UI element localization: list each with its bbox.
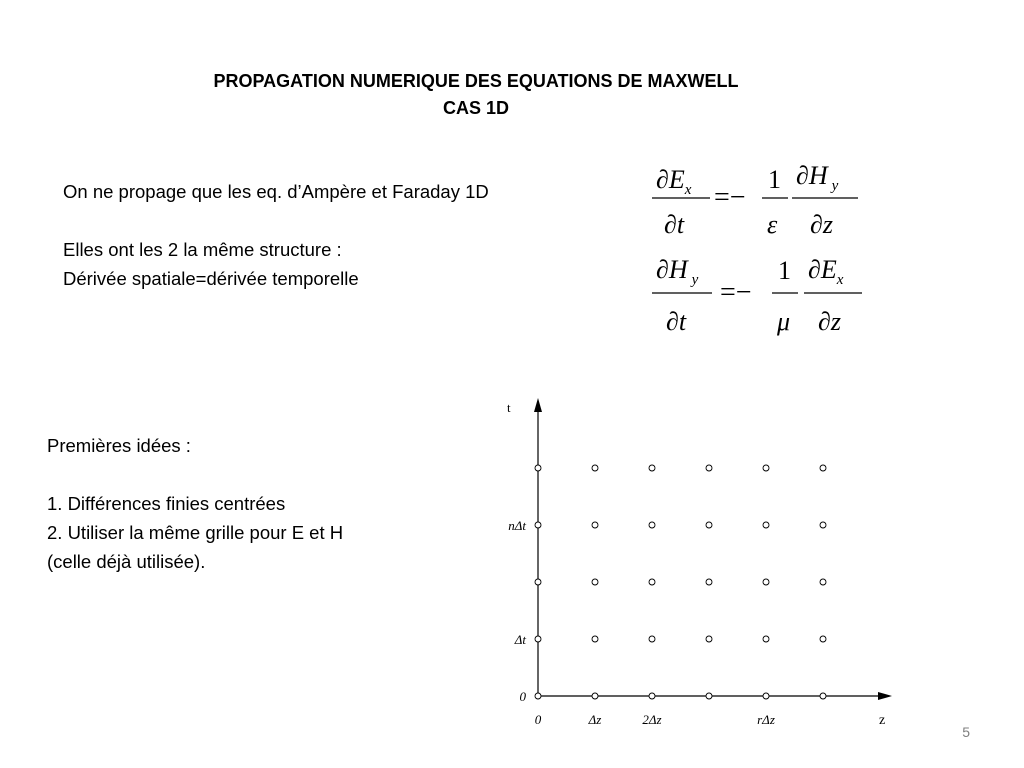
page-number: 5	[962, 724, 970, 740]
space-time-grid	[490, 392, 910, 737]
z-tick-label: Δz	[588, 712, 602, 727]
eq1-rhs-den: ∂z	[810, 210, 833, 239]
intro-text	[63, 177, 489, 293]
grid-node	[763, 465, 769, 471]
grid-node	[706, 693, 712, 699]
equations-svg	[640, 148, 880, 348]
eq2-coef-den: μ	[777, 307, 791, 336]
intro-line-3: Dérivée spatiale=dérivée temporelle	[63, 268, 359, 289]
t-axis-arrow	[534, 398, 542, 412]
grid-node	[706, 636, 712, 642]
eq1-lhs-num: $\partial E_x$	[656, 165, 692, 198]
ideas-item-3: (celle déjà utilisée).	[47, 551, 206, 572]
intro-line-1: On ne propage que les eq. d’Ampère et Faraday 1D	[63, 181, 489, 202]
grid-node	[649, 693, 655, 699]
eq2-rhs-num: $\partial E_x$	[808, 255, 844, 288]
z-tick-label: 0	[534, 712, 542, 727]
eq1-op: =−	[714, 182, 746, 213]
grid-node	[649, 636, 655, 642]
grid-node	[820, 636, 826, 642]
grid-node	[535, 636, 541, 642]
grid-node	[592, 693, 598, 699]
z-tick-label: 2Δz	[642, 712, 662, 727]
grid-node	[763, 579, 769, 585]
eq1-rhs-num: ∂H $_y$	[796, 161, 839, 194]
grid-node	[649, 522, 655, 528]
grid-node	[706, 465, 712, 471]
ideas-heading: Premières idées :	[47, 435, 191, 456]
ideas-text	[47, 431, 343, 576]
t-tick-label: 0	[519, 689, 526, 704]
grid-node	[706, 522, 712, 528]
equation-ampere	[652, 161, 858, 239]
z-axis-arrow	[878, 692, 892, 700]
t-tick-label: nΔt	[508, 518, 526, 533]
grid-points	[535, 465, 826, 699]
grid-node	[763, 693, 769, 699]
grid-node	[649, 579, 655, 585]
grid-node	[592, 579, 598, 585]
slide-title	[0, 68, 952, 122]
intro-line-2: Elles ont les 2 la même structure :	[63, 239, 342, 260]
grid-node	[706, 579, 712, 585]
grid-node	[763, 636, 769, 642]
ideas-item-1: 1. Différences finies centrées	[47, 493, 286, 514]
grid-svg	[490, 392, 910, 737]
grid-node	[535, 693, 541, 699]
grid-node	[820, 693, 826, 699]
grid-node	[820, 522, 826, 528]
eq1-coef-den: ε	[767, 210, 778, 239]
grid-node	[820, 465, 826, 471]
maxwell-equations	[640, 148, 880, 348]
equation-faraday	[652, 255, 862, 336]
grid-node	[592, 465, 598, 471]
eq2-lhs-den: ∂t	[666, 307, 687, 336]
title-line-2: CAS 1D	[442, 98, 509, 118]
eq1-lhs-den: ∂t	[664, 210, 685, 239]
grid-node	[763, 522, 769, 528]
eq1-coef-num: 1	[768, 165, 781, 194]
grid-node	[535, 465, 541, 471]
z-tick-label: rΔz	[757, 712, 775, 727]
grid-node	[592, 522, 598, 528]
z-axis-label: z	[879, 713, 886, 728]
t-axis-label: t	[507, 400, 511, 415]
eq2-rhs-den: ∂z	[818, 307, 841, 336]
eq2-op: =−	[720, 277, 752, 308]
eq2-lhs-num: ∂H $_y$	[656, 255, 699, 288]
ideas-item-2: 2. Utiliser la même grille pour E et H	[47, 522, 344, 543]
eq2-coef-num: 1	[778, 256, 791, 285]
grid-node	[820, 579, 826, 585]
t-tick-label: Δt	[514, 632, 526, 647]
grid-node	[592, 636, 598, 642]
grid-node	[649, 465, 655, 471]
title-line-1: PROPAGATION NUMERIQUE DES EQUATIONS DE MAXWELL	[213, 71, 739, 91]
grid-node	[535, 579, 541, 585]
grid-node	[535, 522, 541, 528]
